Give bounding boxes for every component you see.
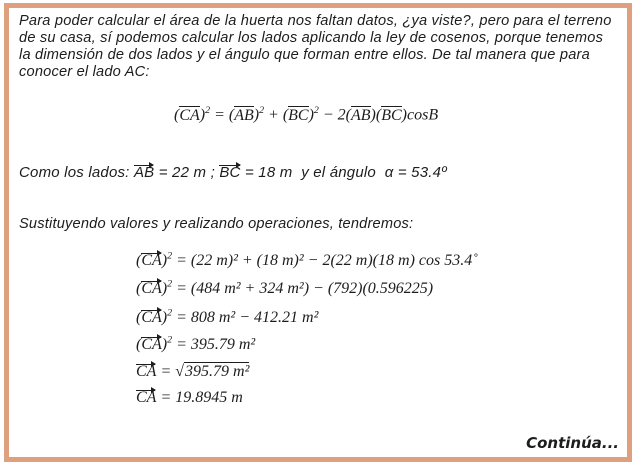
content-frame xyxy=(4,3,632,462)
step-6-result: CA = 19.8945 m xyxy=(136,389,243,406)
ca-segment: CA xyxy=(179,106,200,124)
step-1: (CA)$^2$ = (22 m)² + (18 m)² − 2(22 m)(18 m) cos 53.4˚ xyxy=(136,250,478,269)
continue-link[interactable]: Continúa... xyxy=(526,434,619,452)
step-4: (CA)$^2$ = 395.79 m² xyxy=(136,334,256,353)
step-2: (CA)$^2$ = (484 m² + 324 m²) − (792)(0.596225) xyxy=(136,278,434,297)
substitute-line: Sustituyendo valores y realizando operaciones, tendremos: xyxy=(19,216,414,232)
law-of-cosines-formula: (CA)$^2$ = (AB)$^2$ + (BC)$^2$ − 2(AB)(BC)cosB xyxy=(174,105,439,124)
sqrt-argument: 395.79 m² xyxy=(185,363,250,380)
step-5: CA = √395.79 m² xyxy=(136,363,250,380)
intro-paragraph: Para poder calcular el área de la huerta nos faltan datos, ¿ya viste?, pero para el terreno de su casa, sí podemos calcular los lados aplicando la ley de cosenos, porque tenemos la dimensión de dos lados y el ángulo que forman entre ellos. De tal manera que para conocer el lado AC: xyxy=(19,13,612,80)
ab-vector: AB xyxy=(133,164,155,181)
angle-value: α = 53.4º xyxy=(384,164,447,181)
step-3: (CA)$^2$ = 808 m² − 412.21 m² xyxy=(136,307,319,326)
bc-vector: BC xyxy=(219,164,241,181)
given-values-line: Como los lados: AB = 22 m ; BC = 18 m y el ángulo α = 53.4º xyxy=(19,164,447,181)
